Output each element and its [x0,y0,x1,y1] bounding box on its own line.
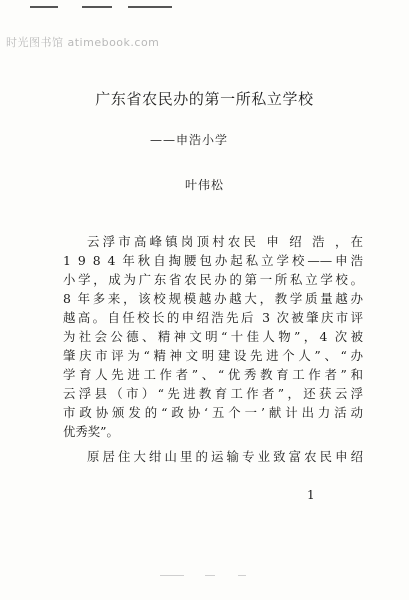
text-line: 市政协颁发的“政协‘五个一’献计出力活动 [63,405,363,420]
text-line: 肇庆市评为“精神文明建设先进个人”、“办 [63,348,363,363]
article-body [63,232,363,466]
text-line: 越高。自任校长的申绍浩先后 3 次被肇庆市评 [63,310,363,325]
text-line: 1 9 8 4 年秋自掏腰包办起私立学校——申浩 [63,253,363,268]
scan-smudge [205,575,215,576]
text-line: 学育人先进工作者”、“优秀教育工作者”和 [63,367,363,382]
top-rule-mark [128,6,172,8]
text-line: 云浮县（市）“先进教育工作者”，还获云浮 [63,386,363,401]
text-line: 为社会公德、精神文明“十佳人物”，4 次被 [63,329,363,344]
article-subtitle: ——申浩小学 [150,133,229,147]
text-line: 8 年多来，该校规模越办越大，教学质量越办 [63,291,363,306]
top-rule-mark [82,6,112,8]
watermark: 时光图书馆 atimebook.com [6,36,160,49]
page-number: 1 [307,488,315,502]
article-author: 叶伟松 [184,178,224,192]
text-line: 原居住大绀山里的运输专业致富农民申绍 [87,449,363,464]
paragraph-1 [63,232,363,441]
top-rule-mark [30,6,58,8]
text-line: 小学，成为广东省农民办的第一所私立学校。 [63,272,363,287]
text-line: 云浮市高峰镇岗顶村农民 申 绍 浩 ，在 [87,234,363,249]
paragraph-2 [63,447,363,466]
scan-smudge [238,575,246,576]
article-title: 广东省农民办的第一所私立学校 [95,90,314,108]
scan-smudge [160,575,184,576]
text-line: 优秀奖”。 [63,424,119,439]
